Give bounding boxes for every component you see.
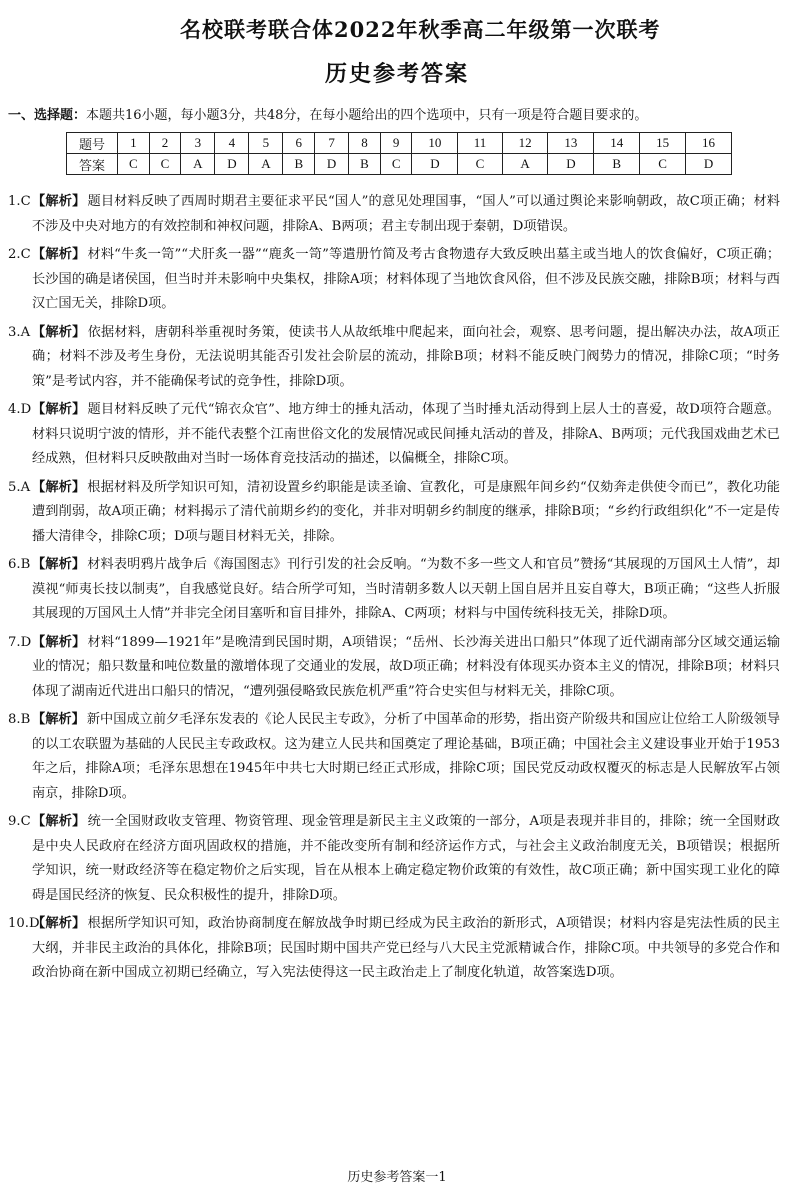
question-number: 6 [283, 133, 315, 154]
page-footer: 历史参考答案一1 [347, 1170, 447, 1185]
answer-table [66, 132, 732, 175]
item-label: 7.D [8, 634, 32, 650]
section-lead: 一、选择题： [8, 108, 87, 123]
answer-cell: D [686, 154, 732, 175]
row-header-number: 题号 [67, 133, 118, 154]
analysis-tag: 【解析】 [32, 324, 86, 340]
question-number: 11 [458, 133, 502, 154]
item-label: 2.C [8, 247, 31, 262]
answer-cell: D [548, 154, 594, 175]
answer-cell: C [458, 154, 502, 175]
question-number: 3 [181, 133, 215, 154]
item-label: 1.C [8, 194, 31, 209]
question-number: 16 [686, 133, 732, 154]
row-header-answer: 答案 [67, 154, 118, 175]
answer-cell: D [412, 154, 458, 175]
item-label: 6.B [8, 557, 31, 572]
question-number: 5 [249, 133, 283, 154]
analysis-tag: 【解析】 [32, 634, 86, 650]
question-number: 2 [149, 133, 181, 154]
item-text: 新中国成立前夕毛泽东发表的《论人民民主专政》，分析了中国革命的形势，指出资产阶级共和国应让位给工人阶级领导的以工农联盟为基础的人民民主专政政权。这为建立人民共和国奠定了理论基础，B项正确；中国社会主义建设事业开始于1953年之后，排除A项；毛泽东思想在1945年中共七大时期已经正式形成，排除C项；国民党反动政权覆灭的标志是人民解放军占领南京，排除D项。 [32, 712, 781, 801]
explanation-item [8, 476, 780, 550]
explanation-list [0, 190, 794, 990]
item-label: 5.A [8, 479, 31, 495]
answer-cell: C [380, 154, 412, 175]
answer-cell: B [349, 154, 381, 175]
item-text: 依据材料，唐朝科举重视时务策，使读书人从故纸堆中爬起来，面向社会，观察、思考问题，提出解决办法，故A项正确；材料不涉及考生身份，无法说明其能否引发社会阶层的流动，排除B项；材料不能反映门阀势力的情况，排除C项；“时务策”是考试内容，并不能确保考试的竞争性，排除D项。 [32, 324, 780, 389]
item-label: 8.B [8, 712, 31, 727]
page-title: 名校联考联合体2022年秋季高二年级第一次联考 [180, 17, 661, 42]
question-number: 15 [640, 133, 686, 154]
analysis-tag: 【解析】 [32, 814, 86, 829]
item-label: 4.D [8, 402, 32, 417]
answer-cell: C [640, 154, 686, 175]
explanation-item [8, 631, 780, 705]
explanation-item [8, 708, 780, 806]
item-text: 题目材料反映了元代“锦衣众官”、地方绅士的捶丸活动，体现了当时捶丸活动得到上层人士的喜爱，故D项符合题意。材料只说明宁波的情形，并不能代表整个江南世俗文化的发展情况或民间捶丸活动的普及，排除A、B两项；元代我国戏曲艺术已经成熟，但材料只反映散曲对当时一场体育竞技活动的描述，以偏概全，排除C项。 [32, 402, 780, 466]
answer-cell: C [118, 154, 150, 175]
answer-cell: D [315, 154, 349, 175]
analysis-tag: 【解析】 [32, 557, 86, 572]
item-text: 题目材料反映了西周时期君主要征求平民“国人”的意见处理国事，“国人”可以通过舆论来影响朝政，故C项正确；材料不涉及中央对地方的有效控制和神权问题，排除A、B两项；君主专制出现于秦朝，D项错误。 [32, 194, 780, 234]
question-number: 12 [502, 133, 548, 154]
question-number: 10 [412, 133, 458, 154]
question-number: 9 [380, 133, 412, 154]
question-number: 4 [215, 133, 249, 154]
question-number: 13 [548, 133, 594, 154]
answer-cell: A [181, 154, 215, 175]
question-number: 8 [349, 133, 381, 154]
explanation-item [8, 190, 780, 239]
explanation-item [8, 398, 780, 472]
explanation-item [8, 321, 780, 395]
analysis-tag: 【解析】 [32, 194, 86, 209]
analysis-tag: 【解析】 [32, 247, 86, 262]
item-text: 根据材料及所学知识可知，清初设置乡约职能是读圣谕、宣教化，可是康熙年间乡约“仅劾奔走供使令而已”，教化功能遭到削弱，故A项正确；材料揭示了清代前期乡约的变化，并非对明朝乡约制度的继承，排除B项；“乡约行政组织化”不一定是传播大清律令，排除C项；D项与题目材料无关，排除。 [32, 479, 780, 544]
answer-cell: A [502, 154, 548, 175]
analysis-tag: 【解析】 [32, 712, 85, 727]
explanation-item [8, 243, 780, 317]
question-number: 1 [118, 133, 150, 154]
page-subtitle: 历史参考答案 [324, 61, 469, 87]
item-text: 材料表明鸦片战争后《海国图志》刊行引发的社会反响。“为数不多一些文人和官员”赞扬“其展现的万国风土人情”，却漠视“师夷长技以制夷”，自我感觉良好。结合所学可知，当时清朝多数人以天朝上国自居并且妄自尊大，B项正确；“这些人折服其展现的万国风土人情”并非完全闭目塞听和盲目排外，排除A、C两项；材料与中国传统科技无关，排除D项。 [32, 557, 780, 621]
analysis-tag: 【解析】 [32, 402, 86, 417]
section-instructions [8, 104, 788, 123]
question-number: 7 [315, 133, 349, 154]
answer-cell: C [149, 154, 181, 175]
item-text: 根据所学知识可知，政治协商制度在解放战争时期已经成为民主政治的新形式，A项错误；材料内容是宪法性质的民主大纲，并非民主政治的具体化，排除B项；民国时期中国共产党已经与八大民主党派精诚合作，排除C项。中共领导的多党合作和政治协商在新中国成立初期已经确立，写入宪法使得这一民主政治走上了制度化轨道，故答案选D项。 [32, 916, 780, 980]
item-text: 材料“牛炙一笥”“犬肝炙一器”“鹿炙一笥”等遣册竹简及考古食物遗存大致反映出墓主或当地人的饮食偏好，C项正确；长沙国的确是诸侯国，但当时并未影响中央集权，排除A项；材料体现了当地饮食风俗，但不涉及民族交融，排除B项；材料与西汉亡国无关，排除D项。 [32, 247, 781, 311]
answer-cell: A [249, 154, 283, 175]
analysis-tag: 【解析】 [32, 916, 86, 931]
answer-cell: B [594, 154, 640, 175]
item-label: 3.A [8, 324, 31, 340]
item-text: 材料“1899—1921年”是晚清到民国时期，A项错误；“岳州、长沙海关进出口船只”体现了近代湖南部分区域交通运输业的情况；船只数量和吨位数量的激增体现了交通业的发展，故D项正确；材料没有体现买办资本主义的情况，排除B项；材料只体现了湖南近代进出口船只的情况，“遭列强侵略致民族危机严重”符合史实但与材料无关，排除C项。 [32, 634, 781, 699]
explanation-item [8, 912, 780, 986]
answer-table-answer-row [67, 154, 732, 175]
answer-cell: B [283, 154, 315, 175]
explanation-item [8, 553, 780, 627]
question-number: 14 [594, 133, 640, 154]
item-label: 10.D [8, 916, 40, 931]
item-label: 9.C [8, 814, 31, 829]
analysis-tag: 【解析】 [32, 479, 86, 495]
section-text: 本题共16小题，每小题3分，共48分，在每小题给出的四个选项中，只有一项是符合题目要求的。 [86, 108, 648, 123]
explanation-item [8, 810, 780, 908]
answer-cell: D [215, 154, 249, 175]
answer-table-number-row [67, 133, 732, 154]
item-text: 统一全国财政收支管理、物资管理、现金管理是新民主主义政策的一部分，A项是表现并非目的，排除；统一全国财政是中央人民政府在经济方面巩固政权的措施，并不能改变所有制和经济运作方式，与社会主义政治制度无关，B项错误；根据所学知识，统一财政经济等在稳定物价之后实现，旨在从根本上确定稳定物价政策的有效性，故C项正确；新中国实现工业化的障碍是国民经济的恢复、民众积极性的提升，排除D项。 [32, 814, 780, 903]
